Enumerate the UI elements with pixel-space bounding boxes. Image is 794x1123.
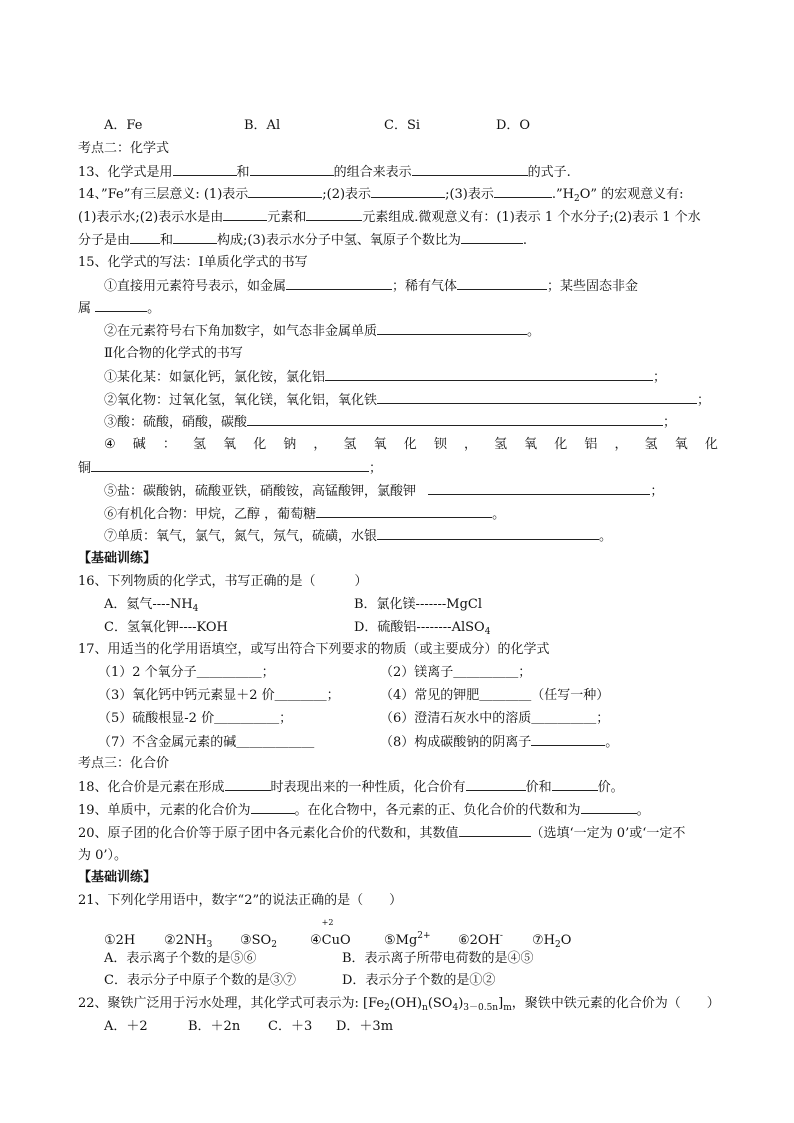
q15-char: 氧 [373,437,387,453]
question-15-line-1 [78,275,718,298]
q16-option-d-text: D．硫酸铝--------AlSO [354,619,485,635]
question-17-stem: 17、用适当的化学用语填空，或写出符合下列要求的物质（或主要成分）的化学式 [78,642,550,658]
q15-text-7: 。 [527,324,541,340]
question-15-line-12 [78,525,718,548]
q15-text-14: ⑦单质：氧气，氯气，氮气，氖气，硫磺，水银 [104,529,378,545]
q14-blank-6[interactable] [130,229,160,244]
question-15-subtitle: Ⅱ化合物的化学式的书写 [104,345,243,361]
question-17-row-1 [78,662,718,685]
q21-symbol-6-text: ⑥2OH [458,932,500,948]
q21-symbol-4-valence: +2 [321,917,334,927]
q15-char: 氢 [644,437,658,453]
question-17-row-3 [78,708,718,731]
q12-option-a: A．Fe [104,118,143,133]
q14-blank-4[interactable] [223,206,267,221]
q15-char: 氢 [343,437,357,453]
q21-symbol-5-sup: 2+ [417,930,431,941]
q15-char: 氧 [223,437,237,453]
q15-char: ， [614,437,628,453]
question-22-options [78,1016,718,1039]
q15-text-2: ；稀有气体 [392,278,458,294]
q15-char: ， [463,437,477,453]
q17-item-1: （1）2 个氧分子＿＿＿＿＿； [98,665,275,681]
q17-item-8-text: （8）构成碳酸钠的阴离子 [380,734,532,750]
q15-blank-3[interactable] [95,297,147,312]
q22-text-4: ) [458,996,464,1012]
q13-text-2: 和 [236,164,250,180]
q15-char: 氧 [674,437,688,453]
q14-blank-5[interactable] [306,206,362,221]
q14-text-7: 元素和 [267,210,307,226]
q15-blank-8[interactable] [91,457,369,472]
q15-semicolon-1: ； [653,369,667,385]
q19-text-1: 19、单质中，元素的化合价为 [78,802,251,818]
q15-blank-9[interactable] [428,480,650,495]
q22-text-1: 22、聚铁广泛用于污水处理，其化学式可表示为: [Fe [78,996,385,1012]
question-14-line-2 [78,206,718,229]
q13-text-3: 的组合来表示 [333,164,412,180]
q21-symbol-4-text: uO [331,932,351,948]
q17-item-7: （7）不含金属元素的碱＿＿＿＿＿＿ [98,734,315,750]
q15-blank-1[interactable] [286,275,392,290]
q14-blank-7[interactable] [173,229,217,244]
q15-blank-5[interactable] [325,366,653,381]
question-18 [78,776,718,799]
q12-options [78,115,718,138]
q15-text-8: ①某化某：如氯化钙，氯化铵，氯化铝 [104,369,326,385]
question-16-stem: 16、下列物质的化学式，书写正确的是（ ） [78,573,368,589]
q14-subscript: 2 [573,194,580,205]
q15-blank-2[interactable] [457,275,547,290]
question-15-line-10 [78,480,718,503]
q21-symbol-4-circle: ④ [310,932,322,948]
q15-char: 钡 [433,437,447,453]
q16-option-b[interactable]: B．氯化镁-------MgCl [354,596,483,612]
q15-text-3: ；某些固态非金 [547,278,639,294]
q21-symbol-7-sub: 2 [555,939,561,950]
question-15-line-3 [78,320,718,343]
q15-semicolon-3: ； [663,415,677,431]
question-16-options-1 [78,594,718,617]
q19-blank-2[interactable] [581,799,637,814]
question-15-line-8 [78,434,718,457]
q15-text-6: ②在元素符号右下角加数字，如气态非金属单质 [104,324,378,340]
q22-sub-4: 3－0.5n [463,1003,499,1014]
q21-option-c[interactable]: C．表示分子中原子个数的是③⑦ [104,973,296,989]
q14-text-8: 元素组成.微观意义有：(1)表示 1 个水分子;(2)表示 1 个水 [362,210,701,226]
question-22-stem [78,993,718,1016]
q14-text-2: ;(2)表示 [322,187,372,203]
question-21-symbols [78,917,718,950]
q15-char: 钠 [283,437,297,453]
q14-text-3: ;(3)表示 [445,187,494,203]
q21-symbol-7-text-2: O [560,932,572,948]
q16-option-c[interactable]: C．氢氧化钾----KOH [104,619,228,635]
q12-option-d: D．O [496,118,531,133]
q20-text-2: （选填‘一定为 0’或‘一定不 [530,825,686,841]
q22-option-d[interactable]: D．＋3m [336,1019,394,1035]
question-15-line-9 [78,457,718,480]
q18-text-1: 18、化合价是元素在形成 [78,780,225,796]
q15-char: ： [162,437,176,453]
q21-option-a[interactable]: A．表示离子个数的是⑤⑥ [104,950,257,966]
q15-text-5: 。 [147,301,161,317]
question-19 [78,799,718,822]
q22-text-6: ，聚铁中铁元素的化合价为（ ） [511,996,720,1012]
q15-blank-10[interactable] [316,503,492,518]
question-17-row-2 [78,685,718,708]
q22-sub-5: m [503,1003,512,1014]
q21-symbol-7 [532,930,571,957]
q14-text-10: 和 [160,232,174,248]
q21-symbol-5-text: ⑤Mg [384,932,418,948]
q21-option-b[interactable]: B．表示离子所带电荷数的是④⑤ [342,950,534,966]
q15-blank-11[interactable] [377,525,599,540]
q15-period-1: 。 [492,506,506,522]
question-15-title: 15、化学式的写法：Ⅰ单质化学式的书写 [78,254,308,270]
question-14-line-3 [78,229,718,252]
q15-text-13: ⑥有机化合物：甲烷，乙醇 ，葡萄糖 [104,506,317,522]
q15-char: 氢 [192,437,206,453]
q15-char: 氧 [524,437,538,453]
q18-text-2: 时表现出来的一种性质，化合价有 [270,780,466,796]
q15-blank-6[interactable] [377,389,697,404]
q21-symbol-2-sub: 3 [206,939,213,950]
q14-text-1: 14、”Fe”有三层意义: (1)表示 [78,187,249,203]
q18-blank-1[interactable] [225,776,271,791]
question-21-stem: 21、下列化学用语中，数字“2”的说法正确的是（ ） [78,893,403,909]
q12-option-b: B．Al [244,118,281,133]
q15-char: ④ [104,437,116,453]
q17-item-2: （2）镁离子＿＿＿＿＿； [380,665,532,681]
question-14-line-1 [78,183,718,206]
q22-sub-3: 4 [452,1003,459,1014]
q21-symbol-2-text: ②2NH [164,932,207,948]
q18-blank-2[interactable] [466,776,526,791]
q14-text-9: 分子是由 [78,232,131,248]
q15-text-4: 属 [78,301,92,317]
q14-text-6: (1)表示水;(2)表示水是由 [78,210,224,226]
q15-blank-4[interactable] [377,320,527,335]
question-20-line-2: 为 0’）。 [78,847,128,863]
question-15-line-2 [78,297,718,320]
q21-symbol-3-sub: 2 [271,939,277,950]
q21-symbol-7-text: ⑦H [532,932,555,948]
q15-text-9: ②氧化物：过氧化氢，氧化镁，氧化铝，氧化铁 [104,392,378,408]
q18-text-3: 价和 [525,780,552,796]
q21-symbol-4-c [321,917,334,953]
worksheet-page [78,115,718,1039]
q15-char: 铝 [584,437,598,453]
question-15-line-7 [78,411,718,434]
question-15-line-5 [78,366,718,389]
q22-sub-2: n [422,1003,428,1014]
q22-option-c[interactable]: C．＋3 [268,1019,313,1035]
q21-option-d[interactable]: D．表示分子个数的是①② [342,973,496,989]
section-heading-kaodian2: 考点二：化学式 [78,140,170,156]
q21-symbol-3-text: ③SO [240,932,272,948]
q14-text-12: . [522,232,527,248]
q17-item-8-period: 。 [605,734,619,750]
question-13 [78,161,718,184]
q19-text-3: 。 [636,802,650,818]
q13-blank-2[interactable] [250,161,334,176]
q15-semicolon-5: ； [650,483,664,499]
q15-period-2: 。 [599,529,613,545]
q15-char: 化 [704,437,718,453]
q18-text-4: 价。 [597,780,624,796]
section-heading-kaodian3: 考点三：化合价 [78,756,170,772]
q17-item-3: （3）氧化钙中钙元素显＋2 价＿＿＿＿； [98,687,340,703]
section-heading-basic-training-1: 【基础训练】 [78,551,157,567]
q17-item-4: （4）常见的钾肥＿＿＿＿（任写一种） [380,687,610,703]
q13-text-4: 的式子. [527,164,571,180]
q16-option-d-sub: 4 [484,626,491,637]
question-15-line-6 [78,389,718,412]
q22-text-3: (SO [427,996,453,1012]
q21-symbol-1: ①2H [104,932,136,948]
q15-text-11: 铜 [78,460,92,476]
question-20-line-1 [78,822,718,845]
q21-symbol-4-c-letter: C [321,932,332,948]
q17-item-6: （6）澄清石灰水中的溶质＿＿＿＿＿； [380,710,610,726]
q17-item-8 [380,731,618,755]
q15-char: 化 [253,437,267,453]
q17-item-5: （5）硫酸根显-2 价＿＿＿＿＿； [98,710,293,726]
question-17-row-4 [78,731,718,754]
q22-option-a[interactable]: A．＋2 [104,1019,148,1035]
q22-option-b[interactable]: B．＋2n [188,1019,241,1035]
question-21-options-2 [78,970,718,993]
q16-option-a-text: A．氦气----NH [104,596,193,612]
q15-semicolon-2: ； [697,392,711,408]
q15-text-12: ⑤盐：碳酸钠，硫酸亚铁，硝酸铵，高锰酸钾，氯酸钾 [104,483,417,499]
q15-text-10: ③酸：硫酸，硝酸，碳酸 [104,415,248,431]
q13-text-1: 13、化学式是用 [78,164,173,180]
q14-text-4: .”H [551,187,574,203]
q15-char: 化 [403,437,417,453]
q15-semicolon-4: ； [369,460,383,476]
q19-text-2: 。在化合物中，各元素的正、负化合价的代数和为 [294,802,581,818]
q18-blank-3[interactable] [552,776,598,791]
q17-blank-8[interactable] [531,731,605,746]
q15-char: ， [313,437,327,453]
q16-option-a-sub: 4 [192,603,199,614]
q12-option-c: C．Si [384,118,421,133]
q14-blank-2[interactable] [371,183,445,198]
q20-blank-1[interactable] [459,822,531,837]
q13-blank-1[interactable] [173,161,237,176]
spacer [78,913,718,925]
q21-symbol-6-sup: - [499,930,503,941]
q14-text-11: 构成;(3)表示水分子中氢、氧原子个数比为 [217,232,461,248]
q15-char: 化 [554,437,568,453]
q20-text-1: 20、原子团的化合价等于原子团中各元素化合价的代数和，其数值 [78,825,459,841]
q15-char: 碱 [132,437,146,453]
q22-text-2: (OH) [389,996,423,1012]
q14-blank-3[interactable] [494,183,552,198]
q14-blank-8[interactable] [461,229,523,244]
q22-sub-1: 2 [384,1003,390,1014]
q15-text-1: ①直接用元素符号表示，如金属 [104,278,287,294]
question-21-options-1 [78,948,718,971]
q13-blank-3[interactable] [412,161,528,176]
section-heading-basic-training-2: 【基础训练】 [78,870,157,886]
q14-text-5: O” 的宏观意义有: [579,187,684,203]
q19-blank-1[interactable] [251,799,295,814]
question-15-line-11 [78,503,718,526]
q14-blank-1[interactable] [248,183,322,198]
question-16-options-2 [78,617,718,640]
q15-blank-7[interactable] [247,411,663,426]
q15-char: 氢 [494,437,508,453]
q22-text-5: ] [498,996,504,1012]
